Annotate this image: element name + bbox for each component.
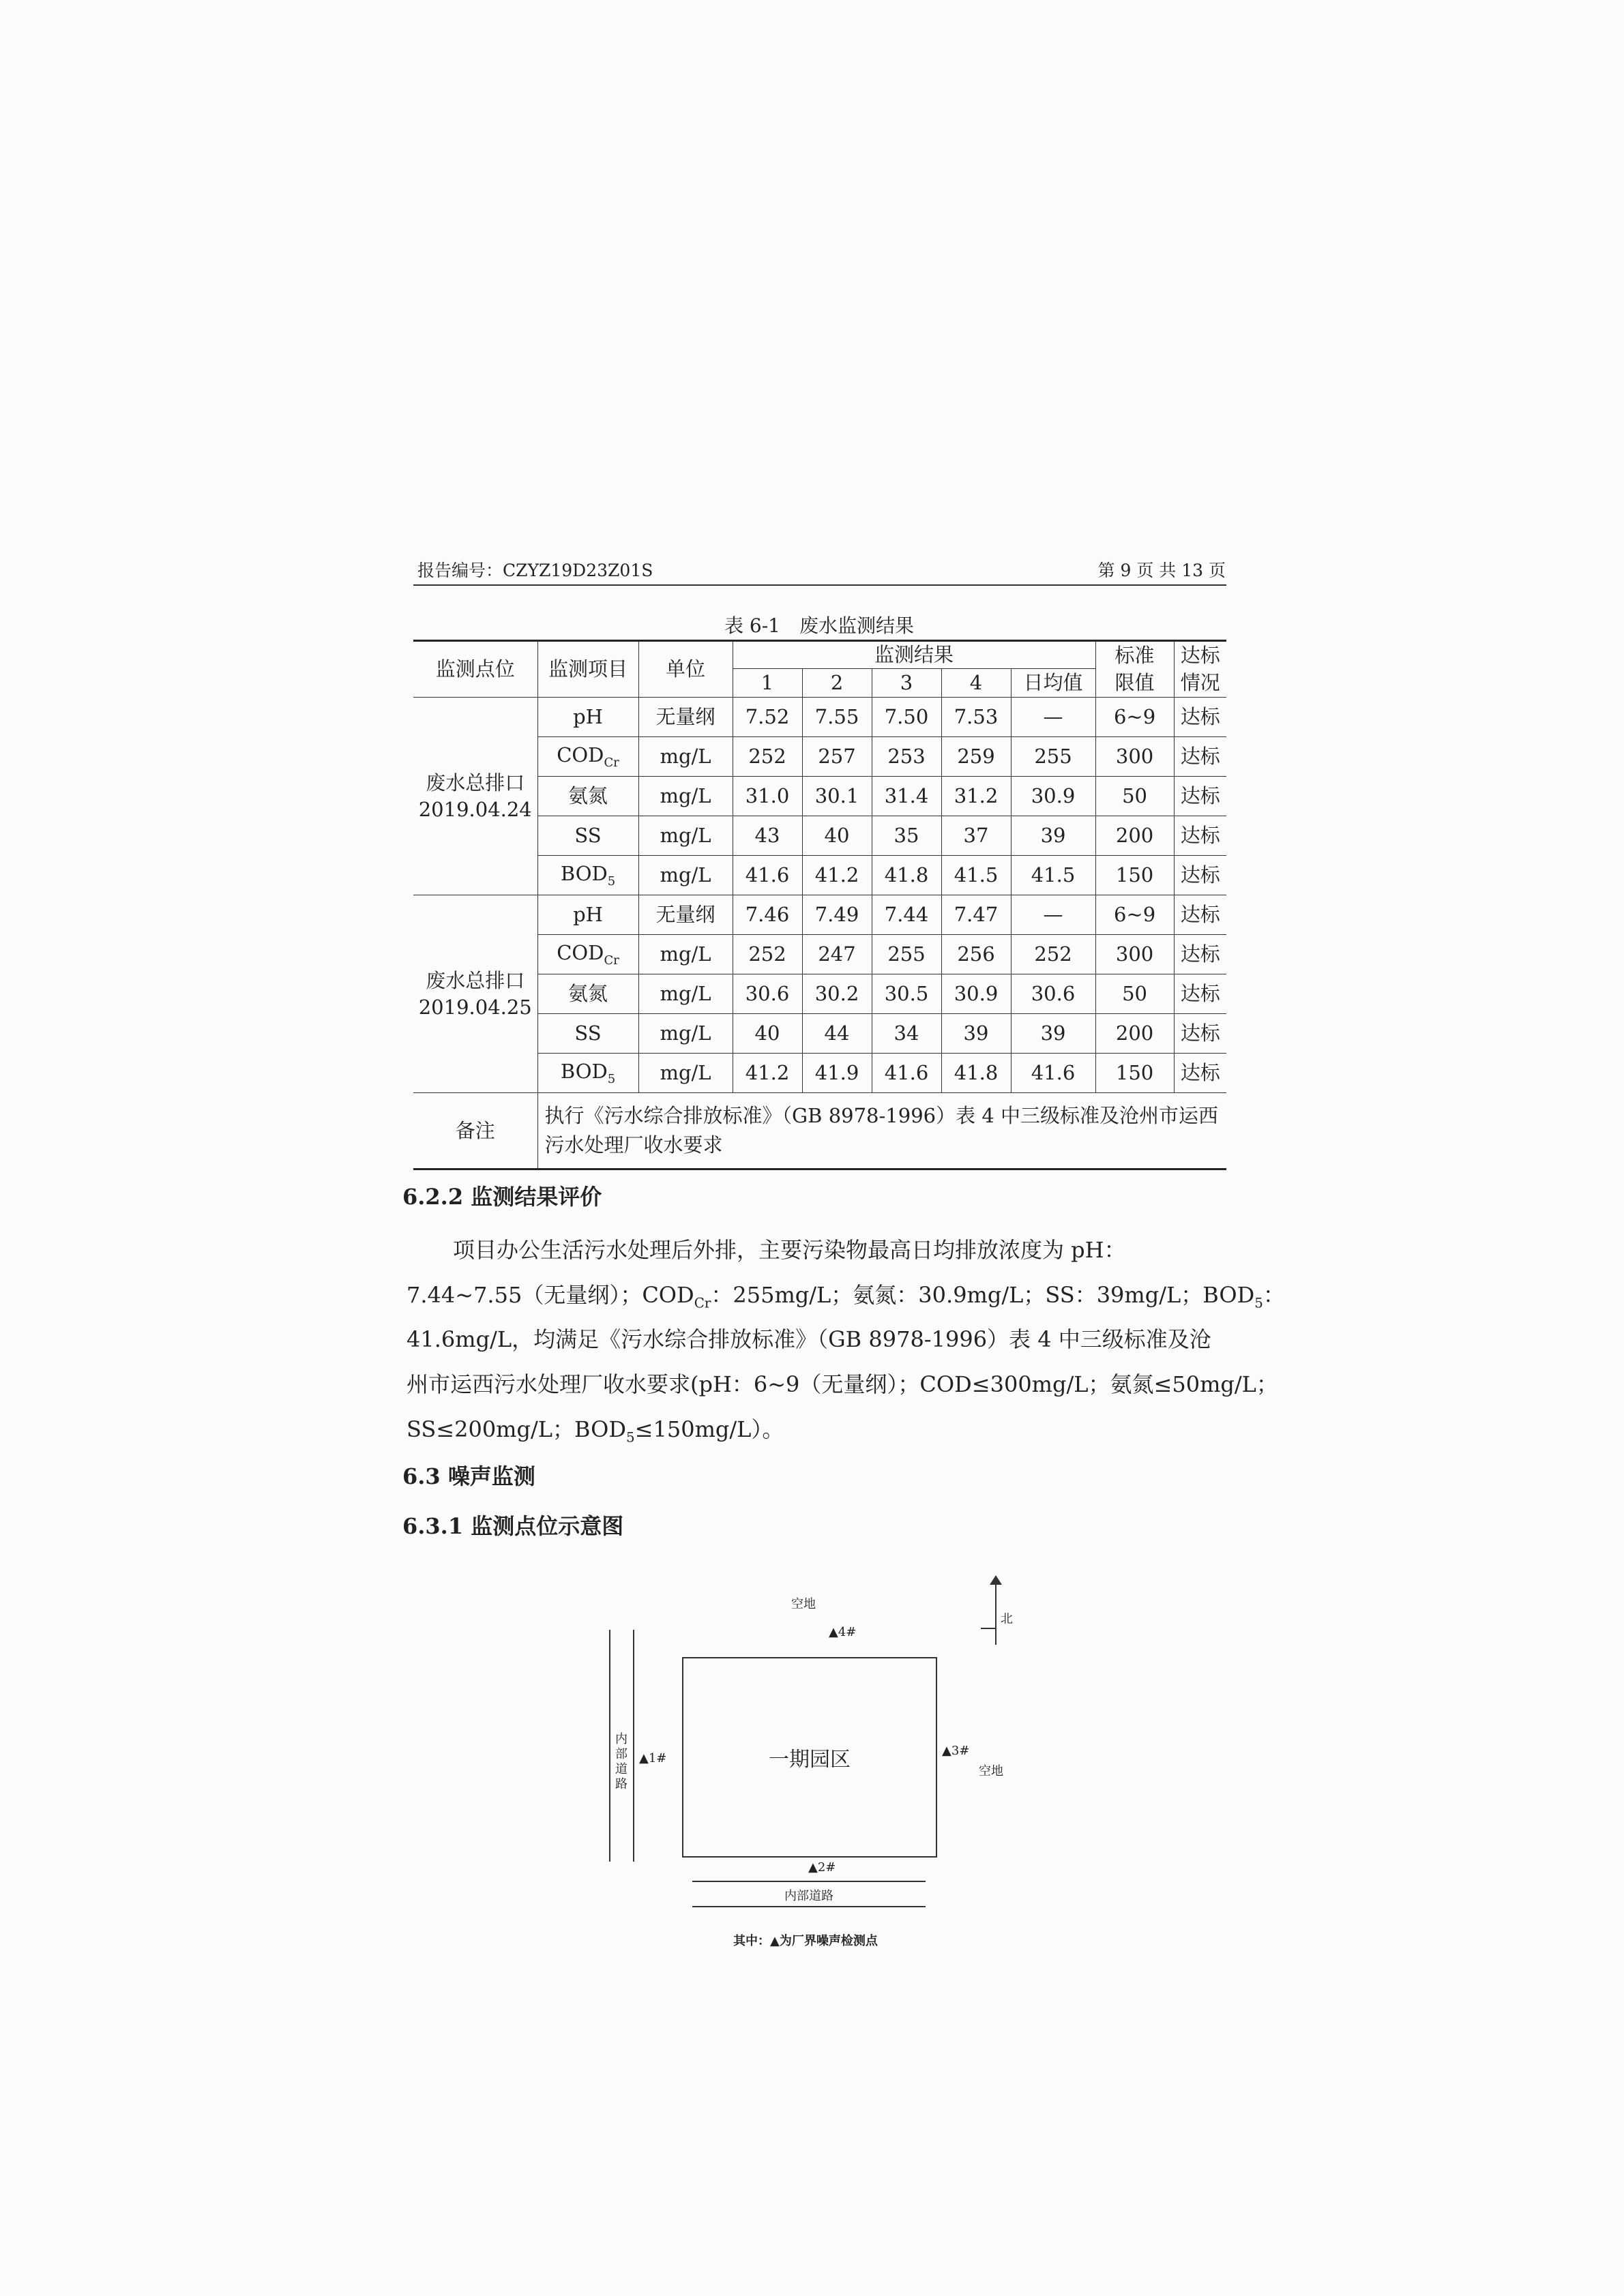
north-arrow-shaft xyxy=(995,1582,996,1645)
top-vacant-land-label: 空地 xyxy=(791,1597,816,1611)
bottom-road-label: 内部道路 xyxy=(784,1889,833,1903)
unit-cell: mg/L xyxy=(638,737,733,777)
result-value-cell: 31.0 xyxy=(733,777,802,816)
result-value-cell: 30.2 xyxy=(802,974,872,1014)
result-value-cell: 41.8 xyxy=(872,856,941,895)
left-road-line-inner xyxy=(633,1630,634,1862)
standard-limit-cell: 200 xyxy=(1095,1014,1174,1054)
wastewater-results-table xyxy=(413,640,1226,1170)
compliance-cell: 达标 xyxy=(1174,816,1226,856)
bottom-road-line-top xyxy=(692,1881,926,1882)
result-value-cell: 44 xyxy=(802,1014,872,1054)
unit-cell: mg/L xyxy=(638,777,733,816)
monitoring-item-cell: 氨氮 xyxy=(537,974,638,1014)
result-value-cell: 41.9 xyxy=(802,1054,872,1093)
result-value-cell: 39 xyxy=(1011,1014,1095,1054)
left-road-label: 内部道路 xyxy=(615,1732,628,1791)
result-value-cell: — xyxy=(1011,895,1095,935)
result-value-cell: 40 xyxy=(802,816,872,856)
header-rule xyxy=(413,584,1226,586)
table-title: 表 6-1 废水监测结果 xyxy=(724,614,914,637)
monitoring-point-cell: 废水总排口 2019.04.24 xyxy=(413,698,537,895)
result-value-cell: 40 xyxy=(733,1014,802,1054)
compliance-cell: 达标 xyxy=(1174,1014,1226,1054)
paragraph-line: 7.44~7.55（无量纲）；$COD_{Cr}$：255mg/L；氨氮：30.9mg/L；SS：39mg/L；$BOD_5$： xyxy=(407,1282,1285,1311)
monitoring-item-cell: 氨氮 xyxy=(537,777,638,816)
section-6-3-1-title: 6.3.1 监测点位示意图 xyxy=(402,1513,624,1539)
unit-cell: mg/L xyxy=(638,1054,733,1093)
unit-cell: mg/L xyxy=(638,935,733,974)
unit-cell: mg/L xyxy=(638,1014,733,1054)
result-value-cell: 255 xyxy=(1011,737,1095,777)
header-standard-limit: 标准 限值 xyxy=(1095,641,1174,698)
header-result-column: 日均值 xyxy=(1011,669,1095,698)
section-6-2-2-title: 6.2.2 监测结果评价 xyxy=(402,1184,602,1210)
result-value-cell: 257 xyxy=(802,737,872,777)
result-value-cell: 259 xyxy=(941,737,1011,777)
result-value-cell: 30.9 xyxy=(1011,777,1095,816)
result-value-cell: 256 xyxy=(941,935,1011,974)
standard-limit-cell: 150 xyxy=(1095,856,1174,895)
standard-limit-cell: 200 xyxy=(1095,816,1174,856)
standard-limit-cell: 50 xyxy=(1095,974,1174,1014)
header-monitoring-point: 监测点位 xyxy=(413,641,537,698)
north-arrow-tick xyxy=(981,1628,996,1629)
result-value-cell: 30.6 xyxy=(733,974,802,1014)
paragraph-line: 41.6mg/L，均满足《污水综合排放标准》（GB 8978-1996）表 4 中三级标准及沧 xyxy=(407,1326,1211,1352)
compliance-cell: 达标 xyxy=(1174,974,1226,1014)
compliance-cell: 达标 xyxy=(1174,935,1226,974)
unit-cell: 无量纲 xyxy=(638,895,733,935)
result-value-cell: 41.6 xyxy=(1011,1054,1095,1093)
result-value-cell: 7.47 xyxy=(941,895,1011,935)
result-value-cell: 252 xyxy=(733,737,802,777)
result-value-cell: 252 xyxy=(733,935,802,974)
monitoring-item-cell: pH xyxy=(537,698,638,737)
result-value-cell: 247 xyxy=(802,935,872,974)
unit-cell: mg/L xyxy=(638,856,733,895)
standard-limit-cell: 300 xyxy=(1095,935,1174,974)
paragraph-line: 项目办公生活污水处理后外排，主要污染物最高日均排放浓度为 pH： xyxy=(453,1237,1126,1263)
result-value-cell: 41.2 xyxy=(733,1054,802,1093)
header-result-column: 3 xyxy=(872,669,941,698)
result-value-cell: 31.2 xyxy=(941,777,1011,816)
header-monitoring-results: 监测结果 xyxy=(733,641,1095,669)
table-row xyxy=(413,895,1226,935)
north-label: 北 xyxy=(1001,1612,1013,1626)
header-result-column: 2 xyxy=(802,669,872,698)
header-unit: 单位 xyxy=(638,641,733,698)
result-value-cell: 35 xyxy=(872,816,941,856)
header-monitoring-item: 监测项目 xyxy=(537,641,638,698)
monitoring-item-cell: $BOD_5$ xyxy=(537,856,638,895)
monitoring-item-cell: pH xyxy=(537,895,638,935)
diagram-legend: 其中：▲为厂界噪声检测点 xyxy=(733,1934,878,1948)
monitoring-item-cell: $BOD_5$ xyxy=(537,1054,638,1093)
table-row xyxy=(413,698,1226,737)
unit-cell: 无量纲 xyxy=(638,698,733,737)
bottom-road-line-bottom xyxy=(692,1906,926,1907)
note-label-cell: 备注 xyxy=(413,1093,537,1169)
compliance-cell: 达标 xyxy=(1174,1054,1226,1093)
result-value-cell: — xyxy=(1011,698,1095,737)
standard-limit-cell: 300 xyxy=(1095,737,1174,777)
result-value-cell: 41.5 xyxy=(941,856,1011,895)
result-value-cell: 43 xyxy=(733,816,802,856)
section-6-3-title: 6.3 噪声监测 xyxy=(402,1463,535,1489)
unit-cell: mg/L xyxy=(638,816,733,856)
paragraph-line: SS≤200mg/L；$BOD_5\le 150mg/L$）。 xyxy=(407,1416,784,1446)
standard-limit-cell: 150 xyxy=(1095,1054,1174,1093)
header-result-column: 4 xyxy=(941,669,1011,698)
compliance-cell: 达标 xyxy=(1174,856,1226,895)
result-value-cell: 39 xyxy=(1011,816,1095,856)
unit-cell: mg/L xyxy=(638,974,733,1014)
result-value-cell: 7.49 xyxy=(802,895,872,935)
compliance-cell: 达标 xyxy=(1174,895,1226,935)
result-value-cell: 30.1 xyxy=(802,777,872,816)
phase-one-park-label: 一期园区 xyxy=(769,1748,851,1772)
result-value-cell: 41.2 xyxy=(802,856,872,895)
standard-limit-cell: 6~9 xyxy=(1095,698,1174,737)
result-value-cell: 7.50 xyxy=(872,698,941,737)
result-value-cell: 41.6 xyxy=(872,1054,941,1093)
result-value-cell: 253 xyxy=(872,737,941,777)
result-value-cell: 41.8 xyxy=(941,1054,1011,1093)
monitoring-item-cell: $COD_{Cr}$ xyxy=(537,737,638,777)
report-number: 报告编号：CZYZ19D23Z01S xyxy=(417,561,653,580)
result-value-cell: 7.46 xyxy=(733,895,802,935)
compliance-cell: 达标 xyxy=(1174,737,1226,777)
result-value-cell: 252 xyxy=(1011,935,1095,974)
result-value-cell: 7.55 xyxy=(802,698,872,737)
result-value-cell: 255 xyxy=(872,935,941,974)
result-value-cell: 30.9 xyxy=(941,974,1011,1014)
compliance-cell: 达标 xyxy=(1174,777,1226,816)
point-3-marker: ▲3# xyxy=(942,1744,970,1758)
point-2-marker: ▲2# xyxy=(808,1860,836,1875)
right-vacant-land-label: 空地 xyxy=(979,1764,1003,1778)
result-value-cell: 30.6 xyxy=(1011,974,1095,1014)
result-value-cell: 7.44 xyxy=(872,895,941,935)
monitoring-item-cell: SS xyxy=(537,1014,638,1054)
note-text-cell: 执行《污水综合排放标准》（GB 8978-1996）表 4 中三级标准及沧州市运西污水处理厂收水要求 xyxy=(537,1093,1226,1169)
north-arrow-icon xyxy=(990,1575,1002,1585)
result-value-cell: 41.5 xyxy=(1011,856,1095,895)
monitoring-item-cell: SS xyxy=(537,816,638,856)
paragraph-line: 州市运西污水处理厂收水要求(pH：6~9（无量纲）；COD≤300mg/L；氨氮≤50mg/L； xyxy=(407,1371,1278,1397)
monitoring-item-cell: $COD_{Cr}$ xyxy=(537,935,638,974)
result-value-cell: 37 xyxy=(941,816,1011,856)
point-1-marker: ▲1# xyxy=(639,1751,667,1765)
left-road-line-outer xyxy=(609,1630,610,1862)
monitoring-point-cell: 废水总排口 2019.04.25 xyxy=(413,895,537,1093)
compliance-cell: 达标 xyxy=(1174,698,1226,737)
result-value-cell: 30.5 xyxy=(872,974,941,1014)
result-value-cell: 39 xyxy=(941,1014,1011,1054)
page-number: 第 9 页 共 13 页 xyxy=(1097,561,1226,580)
standard-limit-cell: 6~9 xyxy=(1095,895,1174,935)
result-value-cell: 31.4 xyxy=(872,777,941,816)
standard-limit-cell: 50 xyxy=(1095,777,1174,816)
result-value-cell: 34 xyxy=(872,1014,941,1054)
header-result-column: 1 xyxy=(733,669,802,698)
point-4-marker: ▲4# xyxy=(829,1625,857,1639)
result-value-cell: 7.52 xyxy=(733,698,802,737)
result-value-cell: 41.6 xyxy=(733,856,802,895)
header-compliance: 达标 情况 xyxy=(1174,641,1226,698)
result-value-cell: 7.53 xyxy=(941,698,1011,737)
